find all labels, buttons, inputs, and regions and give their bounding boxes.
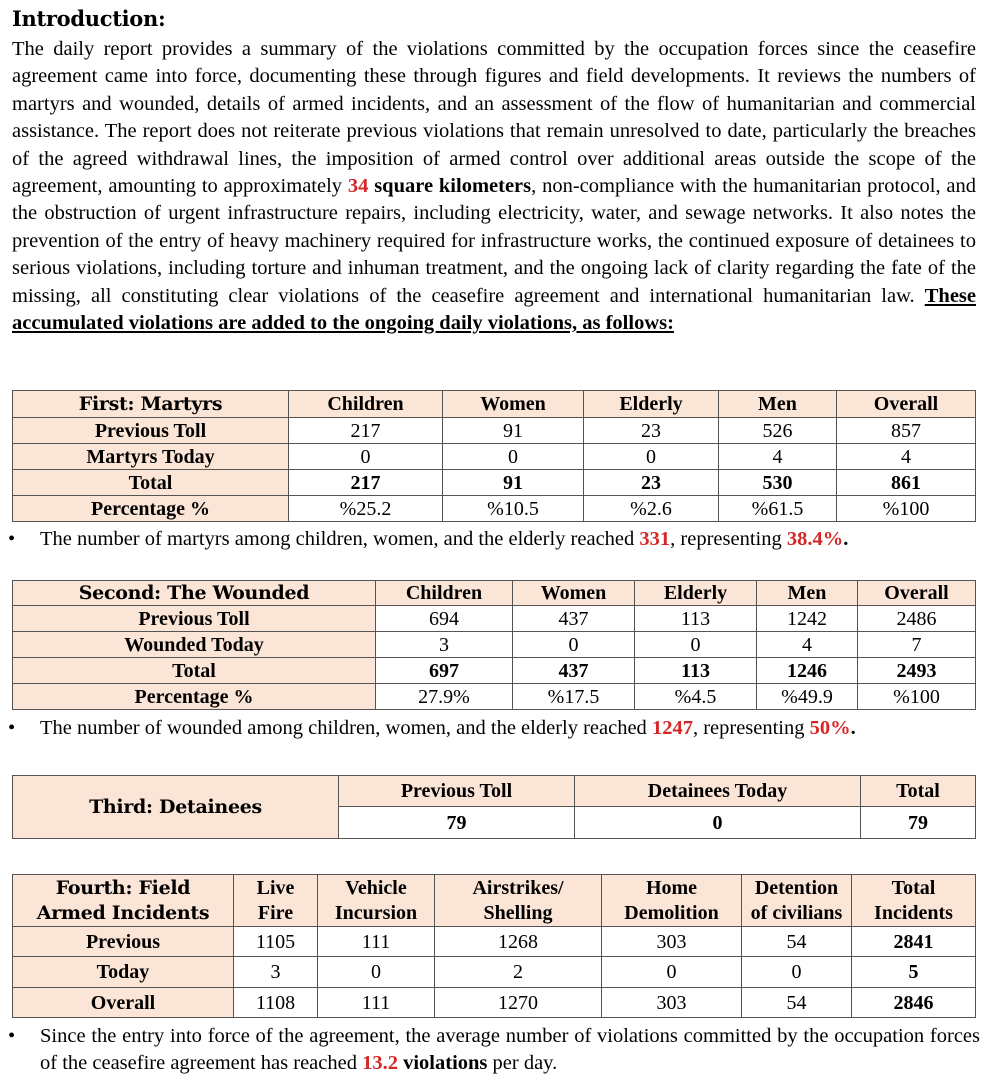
- table-cell: 1246: [757, 658, 858, 684]
- table-cell: 861: [837, 470, 976, 496]
- incidents-col-header: [318, 875, 435, 927]
- area-unit: square kilometers: [368, 175, 532, 198]
- table-cell: 1105: [234, 927, 318, 957]
- martyrs-table: [12, 390, 976, 522]
- header-line: Detention: [754, 876, 839, 899]
- row-label: Today: [13, 957, 234, 988]
- table-cell: 0: [513, 632, 635, 658]
- note-text: The number of wounded among children, women, and the elderly reached: [40, 717, 652, 739]
- wounded-note: [8, 715, 978, 743]
- table-cell: %4.5: [635, 684, 757, 710]
- header-line: Total: [891, 876, 936, 899]
- row-label: Martyrs Today: [13, 444, 289, 470]
- wounded-col-header: Overall: [858, 581, 976, 606]
- table-row: [13, 632, 976, 658]
- intro-text-part2: , non-compliance with the humanitarian protocol, and the obstruction of urgent infrastructure repairs, including electricity, water, and sewage networks. It also notes the prevention of the entry of heavy machinery required for infrastructure works, the continued exposure of detainees to serious violations, including torture and inhuman treatment, and the ongoing lack of clarity regarding the fate of the missing, all constituting clear violations of the ceasefire agreement and international humanitarian law.: [12, 175, 977, 307]
- table-cell: 2846: [852, 988, 976, 1018]
- table-cell: 217: [289, 470, 443, 496]
- table-cell: 1268: [435, 927, 602, 957]
- wounded-table: [12, 580, 976, 710]
- note-count: 1247: [651, 717, 693, 739]
- table-cell: %100: [858, 684, 976, 710]
- martyrs-col-header: Men: [719, 391, 837, 418]
- table-cell: %49.9: [757, 684, 858, 710]
- table-row: [13, 444, 976, 470]
- table-cell: 1108: [234, 988, 318, 1018]
- table-cell: 0: [742, 957, 852, 988]
- table-cell: 2486: [858, 606, 976, 632]
- detainees-col-header: Detainees Today: [575, 776, 861, 807]
- header-line: Live: [256, 876, 295, 899]
- note-percent: 50%: [809, 717, 851, 739]
- wounded-col-header: Men: [757, 581, 858, 606]
- table-cell: 0: [443, 444, 584, 470]
- martyrs-col-header: Children: [289, 391, 443, 418]
- table-cell: 2: [435, 957, 602, 988]
- table-cell: 23: [584, 418, 719, 444]
- table-cell: 54: [742, 988, 852, 1018]
- table-cell: 1242: [757, 606, 858, 632]
- martyrs-title: First: Martyrs: [13, 391, 289, 418]
- incidents-col-header: [742, 875, 852, 927]
- table-row: [13, 957, 976, 988]
- bullet-icon: •: [8, 528, 16, 550]
- incidents-col-header: [602, 875, 742, 927]
- table-row: [13, 988, 976, 1018]
- table-cell: 437: [513, 658, 635, 684]
- table-row: [13, 418, 976, 444]
- row-label: Previous: [13, 927, 234, 957]
- header-line: Demolition: [624, 901, 719, 924]
- row-label: Percentage %: [13, 496, 289, 522]
- note-value: 13.2: [362, 1052, 398, 1074]
- header-line: Incidents: [874, 901, 953, 924]
- intro-closing: These accumulated violations are added to the ongoing daily violations, as follows:: [12, 284, 976, 335]
- table-cell: 1270: [435, 988, 602, 1018]
- table-cell: 111: [318, 927, 435, 957]
- table-row: [13, 658, 976, 684]
- area-value: 34: [347, 175, 369, 198]
- table-cell: 79: [339, 807, 575, 839]
- martyrs-col-header: Overall: [837, 391, 976, 418]
- table-cell: 113: [635, 606, 757, 632]
- header-line: of civilians: [750, 901, 843, 924]
- table-cell: 3: [376, 632, 513, 658]
- table-cell: 303: [602, 927, 742, 957]
- row-label: Previous Toll: [13, 418, 289, 444]
- note-text: .: [843, 528, 849, 550]
- header-line: Incursion: [334, 901, 418, 924]
- table-cell: %17.5: [513, 684, 635, 710]
- table-row: [13, 927, 976, 957]
- row-label: Previous Toll: [13, 606, 376, 632]
- row-label: Total: [13, 470, 289, 496]
- note-unit: violations: [397, 1052, 488, 1074]
- table-cell: 437: [513, 606, 635, 632]
- detainees-table: [12, 775, 976, 839]
- table-cell: 0: [318, 957, 435, 988]
- incidents-note: [8, 1023, 978, 1079]
- table-cell: 27.9%: [376, 684, 513, 710]
- table-cell: 530: [719, 470, 837, 496]
- table-cell: 0: [584, 444, 719, 470]
- detainees-col-header: Total: [861, 776, 976, 807]
- header-line: Fire: [257, 901, 294, 924]
- note-text: per day.: [487, 1052, 558, 1074]
- incidents-table: [12, 874, 976, 1018]
- table-cell: 303: [602, 988, 742, 1018]
- table-cell: 91: [443, 418, 584, 444]
- table-cell: 0: [289, 444, 443, 470]
- wounded-col-header: Elderly: [635, 581, 757, 606]
- table-cell: 7: [858, 632, 976, 658]
- table-row: [13, 606, 976, 632]
- table-row: [13, 496, 976, 522]
- header-line: Airstrikes/: [472, 876, 564, 899]
- detainees-col-header: Previous Toll: [339, 776, 575, 807]
- intro-text-part1: The daily report provides a summary of the violations committed by the occupation forces since the ceasefire agreement came into force, documenting these through figures and field developments. It reviews the numbers of martyrs and wounded, details of armed incidents, and an assessment of the flow of humanitarian and commercial assistance. The report does not reiterate previous violations that remain unresolved to date, particularly the breaches of the agreed withdrawal lines, the imposition of armed control over additional areas outside the scope of the agreement, amounting to approximately: [12, 38, 976, 198]
- table-cell: %2.6: [584, 496, 719, 522]
- header-line: Home: [645, 876, 698, 899]
- table-cell: 113: [635, 658, 757, 684]
- table-cell: 0: [602, 957, 742, 988]
- header-line: Vehicle: [345, 876, 407, 899]
- table-cell: 4: [757, 632, 858, 658]
- row-label: Total: [13, 658, 376, 684]
- incidents-title: [13, 875, 234, 927]
- incidents-col-header: [435, 875, 602, 927]
- wounded-col-header: Children: [376, 581, 513, 606]
- wounded-title: Second: The Wounded: [13, 581, 376, 606]
- martyrs-col-header: Women: [443, 391, 584, 418]
- table-row: [13, 684, 976, 710]
- martyrs-note: [8, 526, 978, 554]
- note-count: 331: [639, 528, 671, 550]
- table-row: [13, 470, 976, 496]
- note-text: , representing: [670, 528, 787, 550]
- wounded-col-header: Women: [513, 581, 635, 606]
- table-cell: %10.5: [443, 496, 584, 522]
- table-cell: 91: [443, 470, 584, 496]
- table-cell: 79: [861, 807, 976, 839]
- note-text: The number of martyrs among children, women, and the elderly reached: [40, 528, 640, 550]
- note-text: Since the entry into force of the agreement, the average number of violations committed by the occupation forces of the ceasefire agreement has reached: [40, 1025, 980, 1074]
- table-cell: 697: [376, 658, 513, 684]
- table-cell: 5: [852, 957, 976, 988]
- note-percent: 38.4%: [786, 528, 844, 550]
- row-label: Overall: [13, 988, 234, 1018]
- table-cell: 111: [318, 988, 435, 1018]
- table-cell: %100: [837, 496, 976, 522]
- table-cell: 54: [742, 927, 852, 957]
- table-cell: 23: [584, 470, 719, 496]
- table-cell: 3: [234, 957, 318, 988]
- incidents-title-line: Fourth: Field: [55, 876, 191, 899]
- detainees-title: Third: Detainees: [13, 776, 339, 839]
- table-cell: 2493: [858, 658, 976, 684]
- table-cell: 4: [837, 444, 976, 470]
- row-label: Wounded Today: [13, 632, 376, 658]
- note-text: .: [850, 717, 856, 739]
- intro-title: Introduction:: [12, 6, 166, 31]
- table-cell: 526: [719, 418, 837, 444]
- note-text: , representing: [692, 717, 810, 739]
- bullet-icon: •: [8, 717, 16, 739]
- header-line: Shelling: [483, 901, 553, 924]
- bullet-icon: •: [8, 1025, 16, 1047]
- martyrs-col-header: Elderly: [584, 391, 719, 418]
- table-cell: 0: [575, 807, 861, 839]
- table-cell: 0: [635, 632, 757, 658]
- incidents-title-line: Armed Incidents: [36, 901, 210, 924]
- table-cell: %61.5: [719, 496, 837, 522]
- row-label: Percentage %: [13, 684, 376, 710]
- table-cell: 2841: [852, 927, 976, 957]
- intro-paragraph: [12, 36, 976, 337]
- table-cell: %25.2: [289, 496, 443, 522]
- table-cell: 217: [289, 418, 443, 444]
- table-cell: 4: [719, 444, 837, 470]
- incidents-col-header: [234, 875, 318, 927]
- incidents-col-header: [852, 875, 976, 927]
- table-cell: 694: [376, 606, 513, 632]
- table-cell: 857: [837, 418, 976, 444]
